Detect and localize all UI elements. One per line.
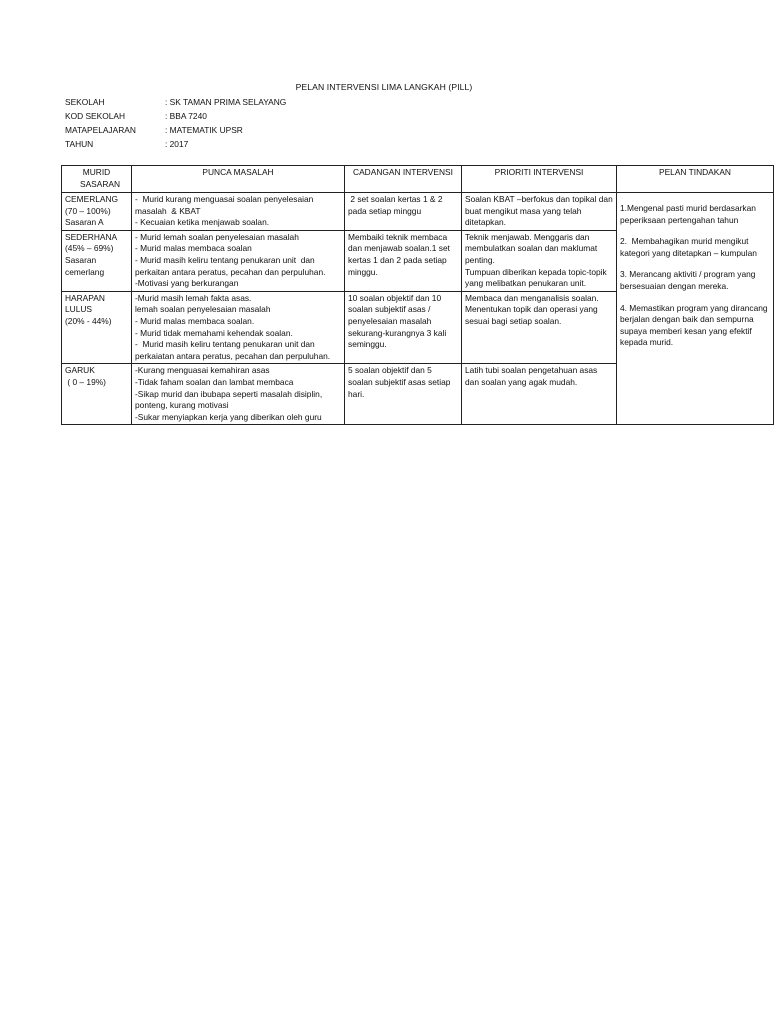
cell-line: -Sukar menyiapkan kerja yang diberikan oleh guru [135, 411, 322, 422]
punca-masalah-cell [132, 364, 345, 425]
meta-value: : SK TAMAN PRIMA SELAYANG [165, 97, 287, 108]
cell-line: - Murid malas membaca soalan [135, 243, 252, 254]
cell-line: Tumpuan diberikan kepada topic-topik yang melibatkan penukaran unit. [465, 266, 610, 289]
cell-line: - Murid tidak memahami kehendak soalan. [135, 327, 293, 338]
meta-row [65, 96, 286, 110]
pelan-tindakan-cell [617, 193, 774, 425]
cell-line: Sasaran A [65, 217, 104, 228]
intervention-table [61, 165, 774, 425]
cell-line: -Kurang menguasai kemahiran asas [135, 365, 270, 376]
spacer [620, 259, 770, 269]
punca-masalah-cell [132, 291, 345, 364]
meta-value: : BBA 7240 [165, 111, 207, 122]
prioriti-intervensi-cell [462, 291, 617, 364]
spacer [620, 226, 770, 236]
cell-line: - Kecuaian ketika menjawab soalan. [135, 217, 270, 228]
punca-masalah-cell [132, 193, 345, 231]
cell-line: (70 – 100%) [65, 205, 111, 216]
cell-line: 2 set soalan kertas 1 & 2 pada setiap minggu [348, 194, 445, 216]
meta-value: : MATEMATIK UPSR [165, 125, 243, 136]
spacer [620, 293, 770, 303]
cell-line: - Murid masih keliru tentang penukaran unit dan perkaiatan antara peratus, pecahan dan perpuluhan. [135, 339, 331, 361]
school-info [65, 96, 286, 152]
cell-line: - Murid kurang menguasai soalan penyelesaian masalah & KBAT [135, 194, 316, 216]
document-title: PELAN INTERVENSI LIMA LANGKAH (PILL) [295, 82, 473, 92]
cell-line: Teknik menjawab. Menggaris dan membulatkan soalan dan maklumat penting. [465, 231, 600, 265]
meta-label: KOD SEKOLAH [65, 111, 126, 122]
cell-line: HARAPAN LULUS [65, 292, 108, 315]
cell-line: 5 soalan objektif dan 5 soalan subjektif asas setiap hari. [348, 365, 453, 399]
cell-line: - Murid lemah soalan penyelesaian masalah [135, 231, 299, 242]
cadangan-intervensi-cell [345, 291, 462, 364]
cell-line: lemah soalan penyelesaian masalah [135, 304, 271, 315]
murid-sasaran-cell [62, 230, 132, 291]
prioriti-intervensi-cell [462, 230, 617, 291]
murid-sasaran-cell [62, 193, 132, 231]
murid-sasaran-cell [62, 291, 132, 364]
cell-line: Sasaran cemerlang [65, 254, 105, 277]
cell-line: GARUK [65, 365, 95, 376]
header-cadangan-intervensi: CADANGAN INTERVENSI [345, 166, 462, 193]
cell-line: Menentukan topik dan operasi yang sesuai bagi setiap soalan. [465, 304, 601, 326]
header-murid-sasaran: MURID SASARAN [62, 166, 132, 193]
action-step: 4. Memastikan program yang dirancang berjalan dengan baik dan sempurna supaya memberi kesan yang efektif kepada murid. [620, 302, 770, 348]
cell-line: -Tidak faham soalan dan lambat membaca [135, 376, 294, 387]
cell-line: Membaca dan menganalisis soalan. [465, 292, 599, 303]
cell-line: CEMERLANG [65, 194, 119, 204]
header-pelan-tindakan: PELAN TINDAKAN [617, 166, 774, 193]
prioriti-intervensi-cell [462, 193, 617, 231]
header-prioriti-intervensi: PRIORITI INTERVENSI [462, 166, 617, 193]
cell-line: - Murid malas membaca soalan. [135, 315, 255, 326]
cell-line: - Murid masih keliru tentang penukaran unit dan perkaitan antara peratus, pecahan dan perpuluhan. [135, 254, 326, 277]
cell-line: -Sikap murid dan ibubapa seperti masalah disiplin, ponteng, kurang motivasi [135, 388, 325, 411]
cadangan-intervensi-cell [345, 193, 462, 231]
cadangan-intervensi-cell [345, 230, 462, 291]
meta-row [65, 124, 286, 138]
cadangan-intervensi-cell [345, 364, 462, 425]
meta-label: SEKOLAH [65, 97, 105, 108]
cell-line: Membaiki teknik membaca dan menjawab soalan.1 set kertas 1 dan 2 pada setiap minggu. [348, 231, 453, 277]
meta-value: : 2017 [165, 139, 189, 150]
punca-masalah-cell [132, 230, 345, 291]
murid-sasaran-cell [62, 364, 132, 425]
table-header-row [62, 166, 774, 193]
cell-line: -Motivasi yang berkurangan [135, 278, 239, 289]
cell-line: Soalan KBAT –berfokus dan topikal dan buat mengikut masa yang telah ditetapkan. [465, 194, 616, 228]
action-step: 2. Membahagikan murid mengikut kategori yang ditetapkan – kumpulan [620, 236, 757, 258]
cell-line: 10 soalan objektif dan 10 soalan subjektif asas / penyelesaian masalah sekurang-kurangnya 3 kali seminggu. [348, 292, 449, 350]
meta-label: MATAPELAJARAN [65, 125, 136, 136]
meta-row [65, 138, 286, 152]
action-step: 3. Merancang aktiviti / program yang bersesuaian dengan mereka. [620, 269, 758, 291]
cell-line: Latih tubi soalan pengetahuan asas dan soalan yang agak mudah. [465, 365, 600, 387]
meta-label: TAHUN [65, 139, 94, 150]
header-punca-masalah: PUNCA MASALAH [132, 166, 345, 193]
meta-row [65, 110, 286, 124]
cell-line: SEDERHANA [65, 231, 118, 242]
action-step: 1.Mengenal pasti murid berdasarkan peperiksaan pertengahan tahun [620, 203, 759, 225]
table-row [62, 193, 774, 231]
cell-line: ( 0 – 19%) [65, 376, 106, 387]
prioriti-intervensi-cell [462, 364, 617, 425]
cell-line: (45% – 69%) [65, 243, 114, 254]
cell-line: -Murid masih lemah fakta asas. [135, 292, 252, 303]
cell-line: (20% - 44%) [65, 315, 112, 326]
